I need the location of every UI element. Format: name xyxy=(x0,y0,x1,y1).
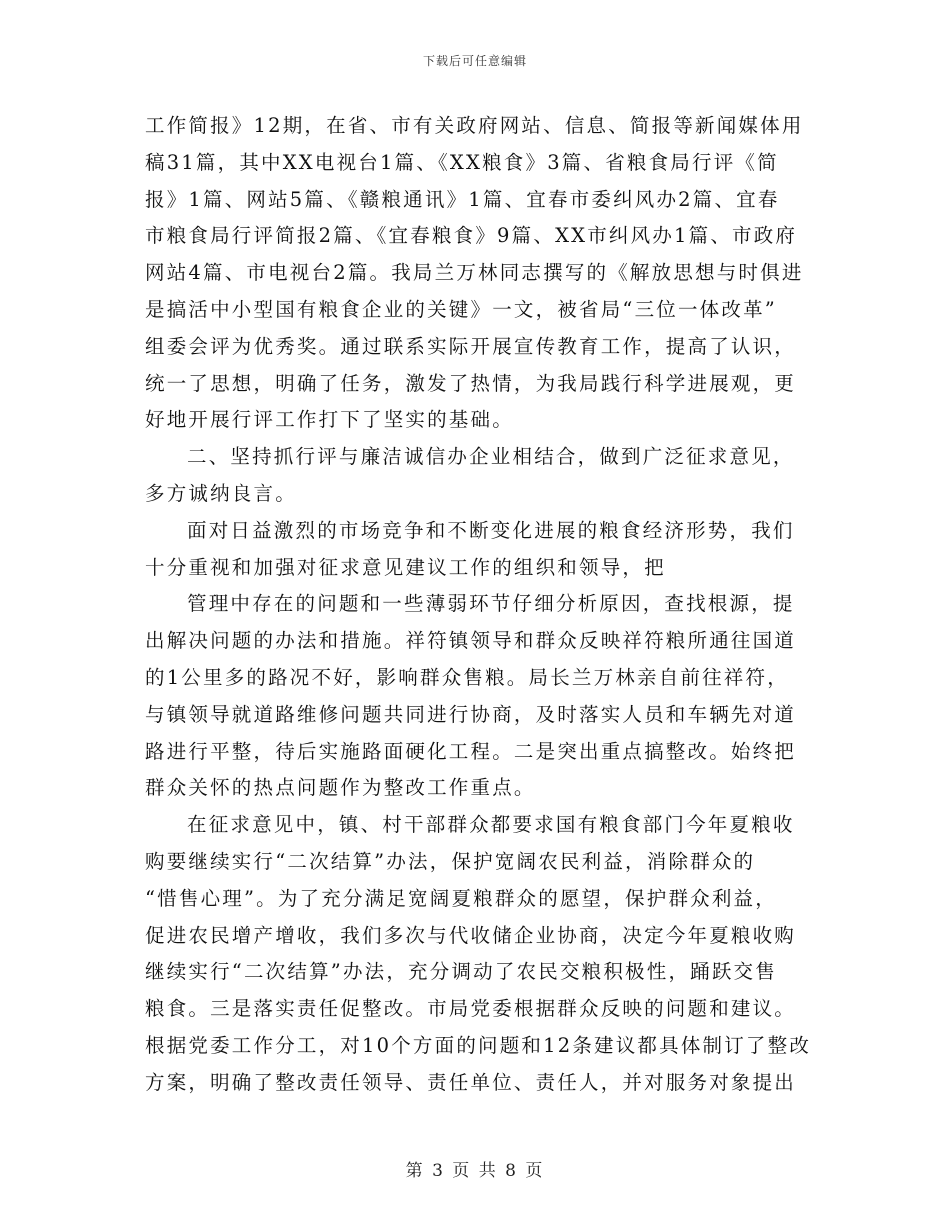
text-line: 是搞活中小型国有粮食企业的关键》一文，被省局“三位一体改革” xyxy=(145,297,777,321)
text-line: 十分重视和加强对征求意见建议工作的组织和领导，把 xyxy=(145,555,666,579)
page-footer xyxy=(0,1156,950,1181)
text-line: “惜售心理”。为了充分满足宽阔夏粮群众的愿望，保护群众利益， xyxy=(145,886,777,910)
text-line: 网站4篇、市电视台2篇。我局兰万林同志撰写的《解放思想与时俱进 xyxy=(145,261,804,285)
text-line: 报》1篇、网站5篇、《赣粮通讯》1篇、宜春市委纠风办2篇、宜春 xyxy=(145,187,780,211)
current-page-number: 3 xyxy=(432,1161,445,1181)
text-line: 出解决问题的办法和措施。祥符镇领导和群众反映祥符粮所通往国道 xyxy=(145,629,797,653)
text-line: 继续实行“二次结算”办法，充分调动了农民交粮积极性，踊跃交售 xyxy=(145,960,777,984)
text-line: 组委会评为优秀奖。通过联系实际开展宣传教育工作，提高了认识， xyxy=(145,334,797,358)
text-line: 购要继续实行“二次结算”办法，保护宽阔农民利益，消除群众的 xyxy=(145,849,756,873)
page-label-prefix: 第 xyxy=(405,1161,425,1181)
section-heading-line: 二、坚持抓行评与廉洁诚信办企业相结合，做到广泛征求意见， xyxy=(187,445,795,469)
text-line: 与镇领导就道路维修问题共同进行协商，及时落实人员和车辆先对道 xyxy=(145,702,797,726)
text-line: 管理中存在的问题和一些薄弱环节仔细分析原因，查找根源，提 xyxy=(187,592,795,616)
text-line: 方案，明确了整改责任领导、责任单位、责任人，并对服务对象提出 xyxy=(145,1070,797,1094)
text-line: 工作简报》12期，在省、市有关政府网站、信息、简报等新闻媒体用 xyxy=(145,114,804,137)
text-line: 路进行平整，待后实施路面硬化工程。二是突出重点搞整改。始终把 xyxy=(145,739,797,763)
text-line: 粮食。三是落实责任促整改。市局党委根据群众反映的问题和建议。 xyxy=(145,997,797,1021)
text-line: 好地开展行评工作打下了坚实的基础。 xyxy=(145,408,514,432)
page-label-mid: 页 共 xyxy=(452,1161,498,1181)
document-body xyxy=(145,108,813,1102)
text-line: 统一了思想，明确了任务，激发了热情，为我局践行科学进展观，更 xyxy=(145,371,797,395)
text-line: 促进农民增产增收，我们多次与代收储企业协商，决定今年夏粮收购 xyxy=(145,923,797,947)
text-line: 市粮食局行评简报2篇、《宜春粮食》9篇、XX市纠风办1篇、市政府 xyxy=(145,224,798,248)
text-line: 的1公里多的路况不好，影响群众售粮。局长兰万林亲自前往祥符， xyxy=(145,665,789,689)
total-pages-number: 8 xyxy=(505,1161,518,1181)
page-header-note: 下载后可任意编辑 xyxy=(422,54,527,68)
section-heading-line: 多方诚纳良言。 xyxy=(145,481,297,505)
text-line: 面对日益激烈的市场竞争和不断变化进展的粮食经济形势，我们 xyxy=(187,518,795,542)
text-line: 在征求意见中，镇、村干部群众都要求国有粮食部门今年夏粮收 xyxy=(187,813,795,837)
text-line: 根据党委工作分工，对10个方面的问题和12条建议都具体制订了整改 xyxy=(145,1033,812,1057)
page-label-suffix: 页 xyxy=(525,1161,545,1181)
text-line: 群众关怀的热点问题作为整改工作重点。 xyxy=(145,776,536,800)
text-line: 稿31篇，其中XX电视台1篇、《XX粮食》3篇、省粮食局行评《简 xyxy=(145,150,779,174)
